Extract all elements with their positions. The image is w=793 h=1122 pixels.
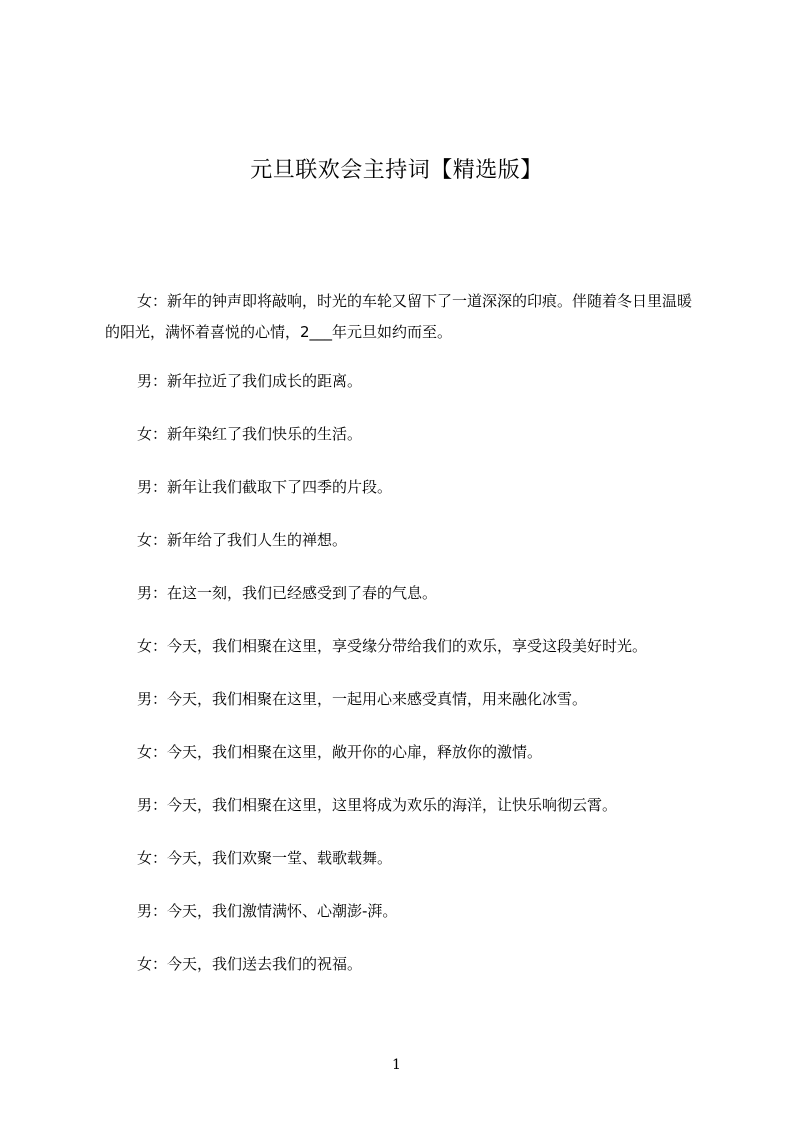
paragraph-13-text: 女：今天，我们送去我们的祝福。 xyxy=(137,955,363,973)
paragraph-12-text: 男：今天，我们激情满怀、心潮澎-湃。 xyxy=(137,902,398,920)
paragraph-11-text: 女：今天，我们欢聚一堂、载歌载舞。 xyxy=(137,849,393,867)
paragraph-3 xyxy=(105,419,705,450)
paragraph-4 xyxy=(105,472,705,503)
paragraph-9 xyxy=(105,737,705,768)
paragraph-4-text: 男：新年让我们截取下了四季的片段。 xyxy=(137,478,393,496)
document-title: 元旦联欢会主持词【精选版】 xyxy=(250,157,543,183)
paragraph-13 xyxy=(105,949,705,980)
paragraph-6-text: 男：在这一刻，我们已经感受到了春的气息。 xyxy=(137,584,438,602)
paragraph-6 xyxy=(105,578,705,609)
paragraph-5 xyxy=(105,525,705,556)
paragraph-10 xyxy=(105,790,705,821)
paragraph-5-text: 女：新年给了我们人生的禅想。 xyxy=(137,531,348,549)
paragraph-1-text: 女：新年的钟声即将敲响，时光的车轮又留下了一道深深的印痕。伴随着冬日里温暖的阳光，满怀着喜悦的心情，2___年元旦如约而至。 xyxy=(105,292,693,341)
paragraph-10-text: 男：今天，我们相聚在这里，这里将成为欢乐的海洋，让快乐响彻云霄。 xyxy=(137,796,618,814)
paragraph-9-text: 女：今天，我们相聚在这里，敞开你的心扉，释放你的激情。 xyxy=(137,743,543,761)
paragraph-7-text: 女：今天，我们相聚在这里，享受缘分带给我们的欢乐，享受这段美好时光。 xyxy=(137,637,648,655)
page-number: 1 xyxy=(392,1057,401,1073)
paragraph-1 xyxy=(105,286,705,348)
paragraph-8-text: 男：今天，我们相聚在这里，一起用心来感受真情，用来融化冰雪。 xyxy=(137,690,588,708)
paragraph-11 xyxy=(105,843,705,874)
paragraph-3-text: 女：新年染红了我们快乐的生活。 xyxy=(137,425,363,443)
paragraph-8 xyxy=(105,684,705,715)
paragraph-2-text: 男：新年拉近了我们成长的距离。 xyxy=(137,372,363,390)
paragraph-7 xyxy=(105,631,705,662)
paragraph-2 xyxy=(105,366,705,397)
paragraph-12 xyxy=(105,896,705,927)
